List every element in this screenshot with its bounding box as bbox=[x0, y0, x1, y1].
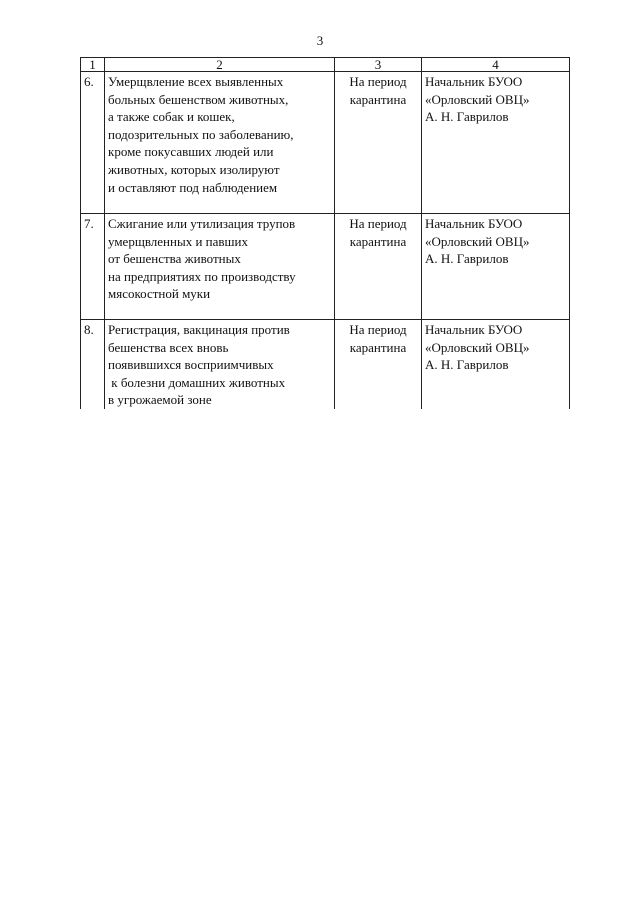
text-line: На период bbox=[349, 322, 407, 337]
text-line: «Орловский ОВЦ» bbox=[425, 91, 530, 107]
measure-description bbox=[105, 214, 335, 320]
measure-term bbox=[335, 214, 422, 320]
page-number: 3 bbox=[316, 33, 324, 48]
measure-description bbox=[105, 320, 335, 410]
text-line: «Орловский ОВЦ» bbox=[425, 339, 530, 355]
text-line: Сжигание или утилизация трупов bbox=[108, 216, 296, 231]
text-line: мясокостной муки bbox=[108, 286, 211, 302]
text-line: «Орловский ОВЦ» bbox=[425, 233, 530, 249]
row-number: 7. bbox=[81, 214, 105, 320]
text-line: карантина bbox=[349, 339, 407, 355]
text-line: Начальник БУОО bbox=[425, 216, 523, 231]
text-line: карантина bbox=[349, 91, 407, 107]
text-line: появившихся восприимчивых bbox=[108, 357, 274, 373]
text-line: Умерщвление всех выявленных bbox=[108, 74, 284, 89]
column-header: 3 bbox=[335, 58, 422, 72]
table-row bbox=[81, 214, 570, 320]
responsible-person bbox=[422, 214, 570, 320]
text-line: На период bbox=[349, 216, 407, 231]
measure-term bbox=[335, 72, 422, 214]
text-line: Начальник БУОО bbox=[425, 322, 523, 337]
text-line: а также собак и кошек, bbox=[108, 109, 235, 125]
row-number: 8. bbox=[81, 320, 105, 410]
column-header: 4 bbox=[422, 58, 570, 72]
measures-table bbox=[80, 57, 570, 409]
responsible-person bbox=[422, 320, 570, 410]
text-line: умерщвленных и павших bbox=[108, 233, 248, 249]
text-line: бешенства всех вновь bbox=[108, 339, 229, 355]
table-row bbox=[81, 72, 570, 214]
text-line: и оставляют под наблюдением bbox=[108, 179, 278, 195]
text-line: На период bbox=[349, 74, 407, 89]
text-line: в угрожаемой зоне bbox=[108, 392, 212, 408]
row-number: 6. bbox=[81, 72, 105, 214]
text-line: карантина bbox=[349, 233, 407, 249]
table-header-row bbox=[81, 58, 570, 72]
text-line: от бешенства животных bbox=[108, 251, 241, 267]
measure-description bbox=[105, 72, 335, 214]
column-header: 2 bbox=[105, 58, 335, 72]
text-line: А. Н. Гаврилов bbox=[425, 109, 509, 125]
text-line: к болезни домашних животных bbox=[108, 374, 286, 390]
measure-term bbox=[335, 320, 422, 410]
text-line: Регистрация, вакцинация против bbox=[108, 322, 290, 337]
text-line: на предприятиях по производству bbox=[108, 268, 296, 284]
table-row bbox=[81, 320, 570, 410]
text-line: больных бешенством животных, bbox=[108, 91, 289, 107]
text-line: А. Н. Гаврилов bbox=[425, 251, 509, 267]
responsible-person bbox=[422, 72, 570, 214]
text-line: подозрительных по заболеванию, bbox=[108, 126, 294, 142]
text-line: кроме покусавших людей или bbox=[108, 144, 274, 160]
column-header: 1 bbox=[81, 58, 105, 72]
text-line: животных, которых изолируют bbox=[108, 161, 280, 177]
text-line: Начальник БУОО bbox=[425, 74, 523, 89]
text-line: А. Н. Гаврилов bbox=[425, 357, 509, 373]
